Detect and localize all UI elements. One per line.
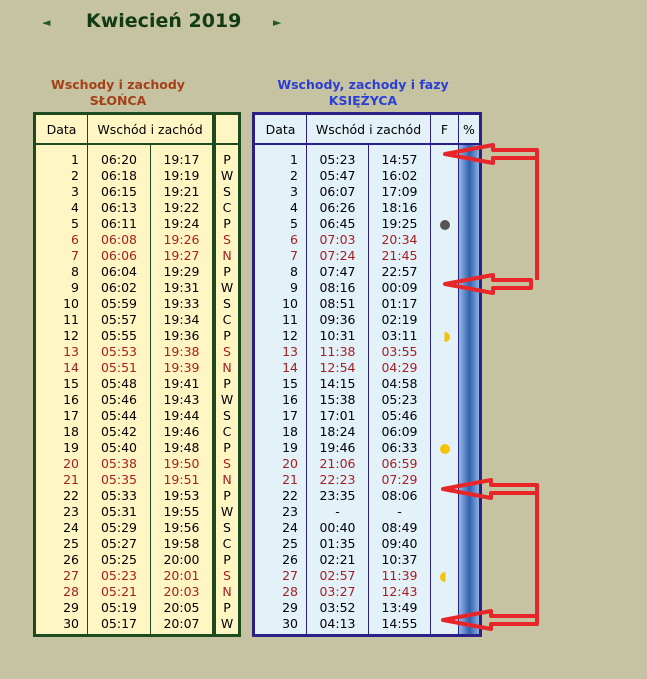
sunrise-cell: 05:46: [88, 392, 151, 408]
sunset-cell: 19:55: [163, 504, 200, 519]
red-arrow-bottom-2: [443, 611, 537, 629]
sunrise-cell: 05:51: [88, 360, 151, 376]
weekday-cell: S: [223, 520, 231, 535]
moonrise-cell: 15:38: [307, 392, 369, 408]
weekday-cell: C: [222, 200, 232, 215]
sunrise-cell: 05:44: [88, 408, 151, 424]
moonrise-cell: 08:51: [307, 296, 369, 312]
weekday-cell: P: [223, 488, 231, 503]
sunset-cell: 19:58: [163, 536, 200, 551]
moonset-cell: 04:29: [369, 360, 431, 376]
sun-date-cell: 29: [35, 600, 88, 616]
moon-date-cell: 12: [254, 328, 307, 344]
weekday-cell: P: [223, 216, 231, 231]
moonset-cell: 18:16: [369, 200, 431, 216]
red-arrow-bottom-1: [443, 480, 537, 498]
sunset-cell: 19:22: [163, 200, 200, 215]
moonset-cell: -: [369, 504, 431, 520]
sunset-cell: 19:41: [163, 376, 200, 391]
weekday-cell: S: [223, 568, 231, 583]
moon-date-cell: 8: [254, 264, 307, 280]
weekday-cell: S: [223, 184, 231, 199]
moonset-cell: 19:25: [369, 216, 431, 232]
sunrise-cell: 06:13: [88, 200, 151, 216]
moonset-cell: 10:37: [369, 552, 431, 568]
red-arrow-top-1: [445, 145, 537, 163]
sunrise-cell: 05:29: [88, 520, 151, 536]
moonrise-cell: 03:27: [307, 584, 369, 600]
moonset-cell: 01:17: [369, 296, 431, 312]
moonset-cell: 03:11: [369, 328, 431, 344]
moonrise-cell: 01:35: [307, 536, 369, 552]
sun-date-cell: 25: [35, 536, 88, 552]
sunrise-cell: 05:35: [88, 472, 151, 488]
sun-date-cell: 23: [35, 504, 88, 520]
moonrise-cell: 23:35: [307, 488, 369, 504]
page-title: Kwiecień 2019: [86, 10, 242, 32]
weekday-cell: S: [223, 344, 231, 359]
moonrise-cell: 07:24: [307, 248, 369, 264]
moonset-cell: 08:06: [369, 488, 431, 504]
sunset-cell: 19:43: [163, 392, 200, 407]
weekday-cell: N: [222, 360, 232, 375]
weekday-cell: W: [220, 616, 234, 631]
sunrise-cell: 05:57: [88, 312, 151, 328]
moonrise-cell: 12:54: [307, 360, 369, 376]
moon-date-cell: 28: [254, 584, 307, 600]
red-arrow-top-2: [445, 275, 531, 293]
sunrise-cell: 06:18: [88, 168, 151, 184]
sunset-cell: 19:24: [163, 216, 200, 231]
sunset-cell: 20:03: [163, 584, 200, 599]
weekday-cell: S: [223, 232, 231, 247]
moonrise-cell: 22:23: [307, 472, 369, 488]
sun-date-cell: 27: [35, 568, 88, 584]
sun-date-cell: 6: [35, 232, 88, 248]
moonrise-cell: 06:07: [307, 184, 369, 200]
sunrise-cell: 05:19: [88, 600, 151, 616]
sunset-cell: 20:01: [163, 568, 200, 583]
weekday-cell: W: [220, 392, 234, 407]
moonset-cell: 11:39: [369, 568, 431, 584]
sunrise-cell: 05:21: [88, 584, 151, 600]
sun-date-cell: 9: [35, 280, 88, 296]
sun-date-cell: 20: [35, 456, 88, 472]
sun-date-cell: 2: [35, 168, 88, 184]
sunrise-cell: 05:25: [88, 552, 151, 568]
moon-date-cell: 2: [254, 168, 307, 184]
moonrise-cell: 02:57: [307, 568, 369, 584]
moon-date-cell: 18: [254, 424, 307, 440]
sunset-cell: 20:00: [163, 552, 200, 567]
moonset-cell: 06:59: [369, 456, 431, 472]
sun-date-cell: 14: [35, 360, 88, 376]
moonset-cell: 06:33: [369, 440, 431, 456]
moonrise-cell: 00:40: [307, 520, 369, 536]
moon-date-cell: 4: [254, 200, 307, 216]
moonrise-cell: 08:16: [307, 280, 369, 296]
sunset-cell: 19:39: [163, 360, 200, 375]
moon-caption-line2: KSIĘŻYCA: [328, 93, 398, 108]
moon-date-cell: 20: [254, 456, 307, 472]
moonset-cell: 16:02: [369, 168, 431, 184]
moonrise-cell: 05:23: [307, 144, 369, 168]
moon-date-cell: 21: [254, 472, 307, 488]
moon-header-times: Wschód i zachód: [307, 114, 431, 145]
moonset-cell: 05:23: [369, 392, 431, 408]
moonrise-cell: 18:24: [307, 424, 369, 440]
sun-date-cell: 13: [35, 344, 88, 360]
sunset-cell: 19:51: [163, 472, 200, 487]
sunset-cell: 19:19: [163, 168, 200, 183]
moonrise-cell: 11:38: [307, 344, 369, 360]
weekday-cell: C: [222, 424, 232, 439]
moon-date-cell: 29: [254, 600, 307, 616]
moonrise-cell: 09:36: [307, 312, 369, 328]
moonset-cell: 13:49: [369, 600, 431, 616]
moonset-cell: 09:40: [369, 536, 431, 552]
sun-date-cell: 7: [35, 248, 88, 264]
moonset-cell: 03:55: [369, 344, 431, 360]
moon-date-cell: 15: [254, 376, 307, 392]
sunrise-cell: 05:38: [88, 456, 151, 472]
sun-date-cell: 19: [35, 440, 88, 456]
moon-date-cell: 30: [254, 616, 307, 636]
sunset-cell: 19:48: [163, 440, 200, 455]
moonset-cell: 08:49: [369, 520, 431, 536]
sunset-cell: 19:29: [163, 264, 200, 279]
moon-date-cell: 7: [254, 248, 307, 264]
moon-date-cell: 23: [254, 504, 307, 520]
sunset-cell: 19:34: [163, 312, 200, 327]
sunset-cell: 20:05: [163, 600, 200, 615]
weekday-cell: P: [223, 440, 231, 455]
moonset-cell: 07:29: [369, 472, 431, 488]
sun-date-cell: 1: [35, 144, 88, 168]
weekday-cell: W: [220, 504, 234, 519]
sunset-cell: 19:46: [163, 424, 200, 439]
weekday-cell: C: [222, 312, 232, 327]
sunrise-cell: 05:59: [88, 296, 151, 312]
sunrise-cell: 05:42: [88, 424, 151, 440]
weekday-cell: S: [223, 456, 231, 471]
moon-date-cell: 19: [254, 440, 307, 456]
moon-date-cell: 26: [254, 552, 307, 568]
sunset-cell: 19:56: [163, 520, 200, 535]
weekday-cell: W: [220, 280, 234, 295]
moonrise-cell: 19:46: [307, 440, 369, 456]
sunset-cell: 19:44: [163, 408, 200, 423]
moon-caption-line1: Wschody, zachody i fazy: [277, 77, 449, 92]
sun-caption-line1: Wschody i zachody: [51, 77, 185, 92]
moon-date-cell: 10: [254, 296, 307, 312]
sunrise-cell: 06:04: [88, 264, 151, 280]
moonset-cell: 14:55: [369, 616, 431, 636]
sun-caption-line2: SŁOŃCA: [89, 93, 147, 108]
sunrise-cell: 05:33: [88, 488, 151, 504]
moonrise-cell: 06:26: [307, 200, 369, 216]
moonrise-cell: 17:01: [307, 408, 369, 424]
moonset-cell: 05:46: [369, 408, 431, 424]
sunset-cell: 19:50: [163, 456, 200, 471]
moon-header-percent: %: [459, 114, 481, 145]
moonset-cell: 02:19: [369, 312, 431, 328]
sunrise-cell: 05:17: [88, 616, 151, 636]
sun-header-times: Wschód i zachód: [88, 114, 214, 145]
sun-date-cell: 21: [35, 472, 88, 488]
sunset-cell: 19:53: [163, 488, 200, 503]
moon-date-cell: 13: [254, 344, 307, 360]
sunrise-cell: 05:31: [88, 504, 151, 520]
moon-date-cell: 24: [254, 520, 307, 536]
weekday-cell: N: [222, 584, 232, 599]
sunset-cell: 19:26: [163, 232, 200, 247]
sun-date-cell: 30: [35, 616, 88, 636]
weekday-cell: C: [222, 536, 232, 551]
moon-date-cell: 17: [254, 408, 307, 424]
sunrise-cell: 05:48: [88, 376, 151, 392]
sun-date-cell: 4: [35, 200, 88, 216]
moonset-cell: 20:34: [369, 232, 431, 248]
prev-month-arrow-icon[interactable]: ◄: [42, 16, 51, 29]
sunrise-cell: 06:08: [88, 232, 151, 248]
sunrise-cell: 05:53: [88, 344, 151, 360]
moonrise-cell: -: [307, 504, 369, 520]
sun-date-cell: 5: [35, 216, 88, 232]
sun-date-cell: 15: [35, 376, 88, 392]
sun-date-cell: 28: [35, 584, 88, 600]
sun-date-cell: 12: [35, 328, 88, 344]
sunrise-cell: 05:40: [88, 440, 151, 456]
weekday-cell: P: [223, 328, 231, 343]
weekday-cell: P: [223, 264, 231, 279]
moonrise-cell: 07:03: [307, 232, 369, 248]
moonset-cell: 12:43: [369, 584, 431, 600]
weekday-cell: W: [220, 168, 234, 183]
sun-date-cell: 24: [35, 520, 88, 536]
moonrise-cell: 10:31: [307, 328, 369, 344]
moon-date-cell: 25: [254, 536, 307, 552]
moon-header-phase: F: [431, 114, 459, 145]
moon-date-cell: 5: [254, 216, 307, 232]
moon-date-cell: 14: [254, 360, 307, 376]
sunset-cell: 20:07: [163, 616, 200, 631]
sun-date-cell: 8: [35, 264, 88, 280]
moonrise-cell: 07:47: [307, 264, 369, 280]
sunrise-cell: 06:20: [88, 144, 151, 168]
moonrise-cell: 05:47: [307, 168, 369, 184]
moonset-cell: 21:45: [369, 248, 431, 264]
sun-date-cell: 18: [35, 424, 88, 440]
weekday-cell: S: [223, 408, 231, 423]
sunset-cell: 19:36: [163, 328, 200, 343]
sun-date-cell: 16: [35, 392, 88, 408]
moon-date-cell: 27: [254, 568, 307, 584]
sunrise-cell: 06:06: [88, 248, 151, 264]
moonset-cell: 17:09: [369, 184, 431, 200]
weekday-cell: P: [223, 600, 231, 615]
sun-date-cell: 10: [35, 296, 88, 312]
sunset-cell: 19:31: [163, 280, 200, 295]
weekday-cell: N: [222, 472, 232, 487]
moonrise-cell: 04:13: [307, 616, 369, 636]
moon-header-date: Data: [254, 114, 307, 145]
next-month-arrow-icon[interactable]: ►: [273, 16, 282, 29]
moonset-cell: 04:58: [369, 376, 431, 392]
moon-date-cell: 6: [254, 232, 307, 248]
sunrise-cell: 05:23: [88, 568, 151, 584]
moonrise-cell: 21:06: [307, 456, 369, 472]
sunset-cell: 19:21: [163, 184, 200, 199]
moonset-cell: 06:09: [369, 424, 431, 440]
sunrise-cell: 06:15: [88, 184, 151, 200]
sun-date-cell: 22: [35, 488, 88, 504]
weekday-cell: P: [223, 152, 231, 167]
sun-date-cell: 26: [35, 552, 88, 568]
weekday-cell: P: [223, 376, 231, 391]
moonrise-cell: 02:21: [307, 552, 369, 568]
sunrise-cell: 06:02: [88, 280, 151, 296]
moonrise-cell: 03:52: [307, 600, 369, 616]
sunset-cell: 19:27: [163, 248, 200, 263]
sunset-cell: 19:33: [163, 296, 200, 311]
moonset-cell: 14:57: [369, 144, 431, 168]
sun-header-date: Data: [35, 114, 88, 145]
moonset-cell: 00:09: [369, 280, 431, 296]
sun-date-cell: 17: [35, 408, 88, 424]
sun-date-cell: 11: [35, 312, 88, 328]
moon-date-cell: 3: [254, 184, 307, 200]
moon-date-cell: 1: [254, 144, 307, 168]
sun-date-cell: 3: [35, 184, 88, 200]
sunset-cell: 19:38: [163, 344, 200, 359]
moonrise-cell: 06:45: [307, 216, 369, 232]
sunrise-cell: 05:55: [88, 328, 151, 344]
weekday-cell: S: [223, 296, 231, 311]
moon-date-cell: 16: [254, 392, 307, 408]
moonrise-cell: 14:15: [307, 376, 369, 392]
weekday-cell: P: [223, 552, 231, 567]
weekday-cell: N: [222, 248, 232, 263]
sunset-cell: 19:17: [163, 152, 200, 167]
moon-date-cell: 22: [254, 488, 307, 504]
sunrise-cell: 06:11: [88, 216, 151, 232]
sunrise-cell: 05:27: [88, 536, 151, 552]
moonset-cell: 22:57: [369, 264, 431, 280]
moon-date-cell: 11: [254, 312, 307, 328]
moon-date-cell: 9: [254, 280, 307, 296]
